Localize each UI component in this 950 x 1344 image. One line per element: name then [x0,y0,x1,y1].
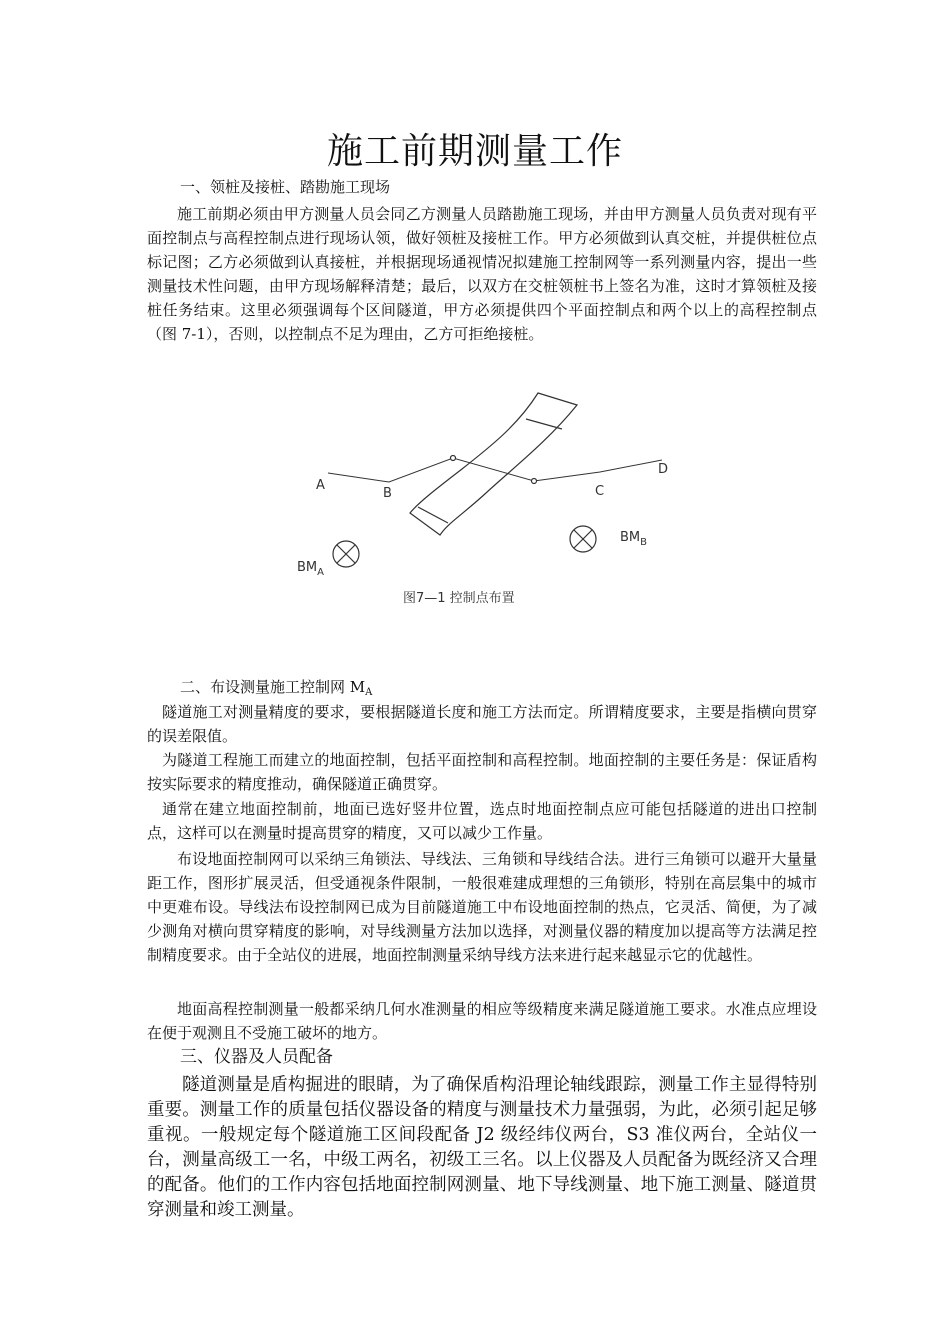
benchmark-b-main: BM [620,530,641,545]
point-label-a: A [316,478,325,493]
figure-control-point-layout [290,385,690,615]
figure-caption: 图7—1 控制点布置 [403,591,515,606]
section2-paragraph-4: 布设地面控制网可以采纳三角锁法、导线法、三角锁和导线结合法。进行三角锁可以避开大量量距工作，图形扩展灵活，但受通视条件限制，一般很难建成理想的三角锁形，特别在高层集中的城市中更难布设。导线法布设控制网已成为目前隧道施工中布设地面控制的热点，它灵活、简便，为了减少测角对横向贯穿精度的影响，对导线测量方法加以选择，对测量仪器的精度加以提高等方法满足控制精度要求。由于全站仪的进展，地面控制测量采纳导线方法来进行起来越显示它的优越性。 [147,850,817,964]
control-point-diagram [290,385,690,615]
tunnel-end-line-bottom [418,507,448,523]
traverse-point-1 [451,456,456,461]
page-title: 施工前期测量工作 [326,131,623,172]
benchmark-b-symbol [570,526,596,552]
benchmark-b-sub: B [640,537,648,548]
benchmark-a-sub: A [317,567,324,578]
traverse-line [328,458,662,482]
point-label-b: B [383,486,392,501]
section2-paragraph-5: 地面高程控制测量一般都采纳几何水准测量的相应等级精度来满足隧道施工要求。水准点应埋设在便于观测且不受施工破坏的地方。 [147,1000,817,1042]
benchmark-b-label [620,530,647,548]
tunnel-outline [410,393,577,535]
section2-heading-subscript: A [365,687,373,698]
point-label-c: C [595,484,605,499]
section2-paragraph-1: 隧道施工对测量精度的要求，要根据隧道长度和施工方法而定。所谓精度要求，主要是指横向贯穿的误差限值。 [147,703,817,745]
tunnel-end-line-top [526,419,562,429]
section3-heading: 三、仪器及人员配备 [180,1047,333,1067]
benchmark-a-symbol [333,541,359,567]
section2-heading-text: 二、布设测量施工控制网 M [180,678,366,696]
traverse-point-2 [532,479,537,484]
section1-heading: 一、领桩及接桩、踏勘施工现场 [180,178,391,196]
benchmark-a-label [297,560,324,578]
section2-paragraph-2: 为隧道工程施工而建立的地面控制，包括平面控制和高程控制。地面控制的主要任务是：保证盾构按实际要求的精度推动，确保隧道正确贯穿。 [147,751,817,793]
section2-paragraph-3: 通常在建立地面控制前，地面已选好竖井位置，选点时地面控制点应可能包括隧道的进出口控制点，这样可以在测量时提高贯穿的精度，又可以减少工作量。 [147,800,817,842]
section3-paragraph: 隧道测量是盾构掘进的眼睛，为了确保盾构沿理论轴线跟踪，测量工作主显得特别重要。测量工作的质量包括仪器设备的精度与测量技术力量强弱，为此，必须引起足够重视。一般规定每个隧道施工区间段配备 J2 级经纬仪两台，S3 准仪两台，全站仪一台，测量高级工一名，中级工两名，初级工三名。以上仪器及人员配备为既经济又合理的配备。他们的工作内容包括地面控制网测量、地下导线测量、地下施工测量、隧道贯穿测量和竣工测量。 [147,1075,817,1220]
benchmark-a-main: BM [297,560,318,575]
point-label-d: D [658,462,669,477]
section1-paragraph: 施工前期必须由甲方测量人员会同乙方测量人员踏勘施工现场，并由甲方测量人员负责对现有平面控制点与高程控制点进行现场认领，做好领桩及接桩工作。甲方必须做到认真交桩，并提供桩位点标记图；乙方必须做到认真接桩，并根据现场通视情况拟建施工控制网等一系列测量内容，提出一些测量技术性问题，由甲方现场解释清楚；最后，以双方在交桩领桩书上签名为准，这时才算领桩及接桩任务结束。这里必须强调每个区间隧道，甲方必须提供四个平面控制点和两个以上的高程控制点（图 7-1），否则，以控制点不足为理由，乙方可拒绝接桩。 [147,205,817,343]
